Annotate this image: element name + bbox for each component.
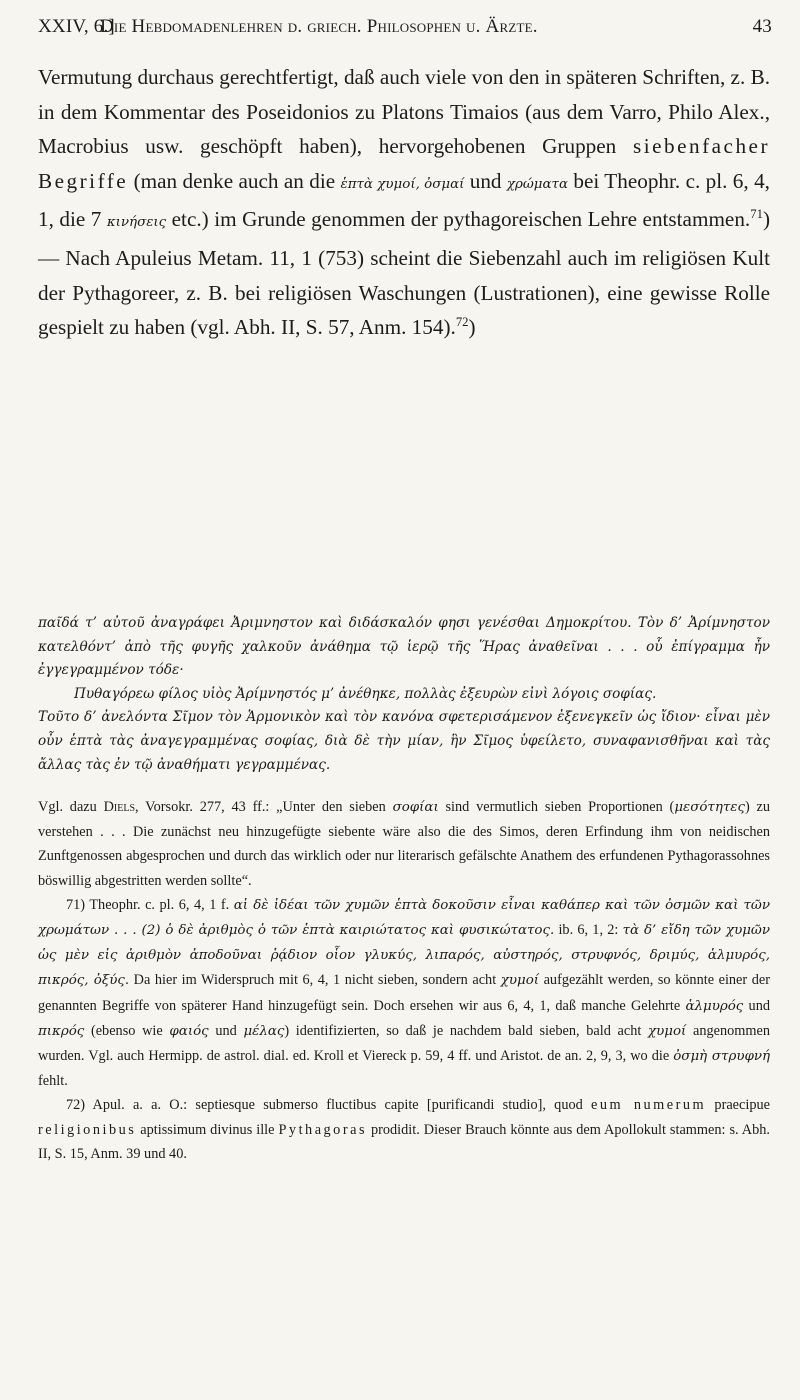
footnote-text: fehlt. (38, 1073, 68, 1090)
greek-term: κινήσεις (106, 215, 167, 231)
footnote-text: aptissimum divinus ille (136, 1121, 279, 1138)
emphasis-text: Pythagoras (278, 1121, 368, 1138)
footnote-text: angenommen wurden. Vgl. auch Hermipp. de astrol. dial. ed. Kroll et Viereck p. 59, 4 ff. und Aristot. de an. 2, 9, 3, wo die (38, 1022, 770, 1065)
body-text: bei Theophr. c. pl. 6, 4, 1, die 7 (38, 168, 770, 232)
footnote-text: ib. 6, 1, 2: (554, 922, 623, 939)
footnote-text: ) identifizierten, so daß je nachdem bald sieben, bald acht (284, 1022, 649, 1039)
footnote-text: aufgezählt werden, so könnte einer der genannten Begriffe von späterer Hand hinzugefügt sein. Doch ersehen wir aus 6, 4, 1, daß manche Gelehrte (38, 972, 770, 1014)
footnote-text: ) zu verstehen . . . Die zunächst neu hinzugefügte siebente wäre also die des Simos, deren Erfindung ihm von neidischen Zunftgenossen abgesprochen und durch das wirklich oder nur literarisch gefälschte Anathem des erfundenen Pythagorassohnes böswillig abgestritten werden sollte“. (38, 799, 770, 889)
greek-verse: Πυθαγόρεω φίλος υἱὸς Ἀρίμνηστός μ’ ἀνέθηκε, πολλὰς ἐξευρὼν εἰνὶ λόγοις σοφίας. (74, 685, 657, 702)
footnote-text: und (743, 997, 770, 1014)
footnote-text: sind vermutlich sieben Proportionen ( (438, 799, 675, 815)
footnote-text: Vgl. dazu (38, 799, 104, 815)
greek-term: ἁλμυρός (685, 998, 744, 1014)
footnote-text: (ebenso wie (84, 1022, 170, 1039)
footnote-text: , Vorsokr. 277, 43 ff.: „Unter den sieben (135, 799, 393, 815)
body-text: Vermutung durchaus gerechtfertigt, daß auch viele von den in späteren Schriften, z. B. in dem Kommentar des Poseidonios zu Platons Timaios (aus dem Varro, Philo Alex., Macrobius usw. geschöpft haben), hervorgehobenen Gruppen (38, 65, 770, 159)
footnote-continuation (38, 795, 770, 893)
body-text: (man denke auch an die (128, 168, 341, 193)
footnote-text: und (208, 1022, 244, 1039)
footnote-number: 71) (66, 896, 86, 913)
emphasis-text: eum numerum (591, 1097, 707, 1114)
greek-quotation (38, 612, 770, 777)
footnote-text: Theophr. c. pl. 6, 4, 1 f. (85, 896, 234, 913)
body-text: ) — Nach Apuleius Metam. 11, 1 (753) scheint die Siebenzahl auch im religiösen Kult der Pythagoreer, z. B. bei religiösen Waschungen (Lustrationen), eine gewisse Rolle gespielt zu haben (vgl. Abh. II, S. 57, Anm. 154). (38, 207, 771, 340)
greek-term: χυμοί (500, 973, 540, 989)
footnote-number: 72) (66, 1097, 86, 1114)
greek-term: φαιός (169, 1023, 209, 1039)
main-paragraph (38, 60, 770, 345)
body-text: etc.) im Grunde genommen der pythagoreischen Lehre entstammen. (166, 207, 751, 232)
greek-term: χρώματα (506, 176, 569, 192)
body-text: ) (468, 315, 476, 340)
greek-term: τὰ δ’ εἴδη τῶν χυμῶν ὡς μὲν εἰς ἀριθμὸν ἀποδοῦναι ῥᾴδιον οἷον γλυκύς, λιπαρός, αὐστηρός, στρυφνός, δριμύς, ἁλμυρός, πικρός, ὀξύς. (38, 923, 770, 989)
page-number: 43 (752, 16, 772, 37)
body-text: und (464, 168, 507, 193)
footnote-ref: 71 (750, 207, 763, 222)
greek-term: ὀσμὴ στρυφνή (673, 1049, 770, 1065)
greek-paragraph: παῖδά τ’ αὐτοῦ ἀναγράφει Ἀριμνηστον καὶ διδάσκαλόν φησι γενέσθαι Δημοκρίτου. Τὸν δ’ Ἀρίμνηστον κατελθόντ’ ἀπὸ τῆς φυγῆς χαλκοῦν ἀνάθημα τῷ ἱερῷ τῆς Ἥρας ἀναθεῖναι . . . οὗ ἐπίγραμμα ἦν ἐγγεγραμμένον τόδε· (38, 615, 770, 679)
greek-term: χυμοί (648, 1023, 687, 1039)
footnote-text: praecipue (706, 1097, 770, 1114)
emphasis-text: religionibus (38, 1121, 137, 1138)
greek-term: αἱ δὲ ἰδέαι τῶν χυμῶν ἑπτὰ δοκοῦσιν εἶναι καθάπερ καὶ τῶν ὀσμῶν καὶ τῶν χρωμάτων . . . (2) ὁ δὲ ἀριθμὸς ὁ τῶν ἑπτὰ καιριώτατος καὶ φυσικώτατος. (38, 897, 770, 939)
greek-term: μεσότητες (674, 800, 745, 815)
footnote-text: Da hier im Widerspruch mit 6, 4, 1 nicht sieben, sondern acht (129, 972, 501, 989)
header-title: Die Hebdomadenlehren d. griech. Philosophen u. Ärzte. (100, 16, 538, 37)
footnote-ref: 72 (455, 315, 469, 330)
footnote-71 (38, 893, 770, 1094)
footnotes (38, 795, 770, 1166)
greek-term: πικρός (38, 1023, 85, 1039)
author-name: Diels (103, 799, 136, 815)
greek-term: σοφίαι (392, 800, 439, 815)
footnote-text: prodidit. Dieser Brauch könnte aus dem Apollokult stammen: s. Abh. II, S. 15, Anm. 39 und 40. (38, 1121, 770, 1162)
header-chapter-ref: XXIV, 6.] (38, 16, 115, 37)
greek-term: ἑπτὰ χυμοί, ὀσμαί (340, 176, 465, 192)
emphasis-text: siebenfacher Begriffe (38, 134, 770, 193)
footnote-72 (38, 1093, 770, 1166)
footnote-text: Apul. a. a. O.: septiesque submerso fluctibus capite [purificandi studio], quod (85, 1097, 592, 1114)
running-header (38, 16, 772, 46)
greek-paragraph: Τοῦτο δ’ ἀνελόντα Σῖμον τὸν Ἁρμονικὸν καὶ τὸν κανόνα σφετερισάμενον ἐξενεγκεῖν ὡς ἴδιον· εἶναι μὲν οὖν ἑπτὰ τὰς ἀναγεγραμμένας σοφίας, διὰ δὲ τὴν μίαν, ἣν Σῖμος ὑφείλετο, συναφανισθῆναι καὶ τὰς ἄλλας τὰς ἐν τῷ ἀναθήματι γεγραμμένας. (38, 709, 770, 773)
greek-term: μέλας (243, 1023, 285, 1039)
